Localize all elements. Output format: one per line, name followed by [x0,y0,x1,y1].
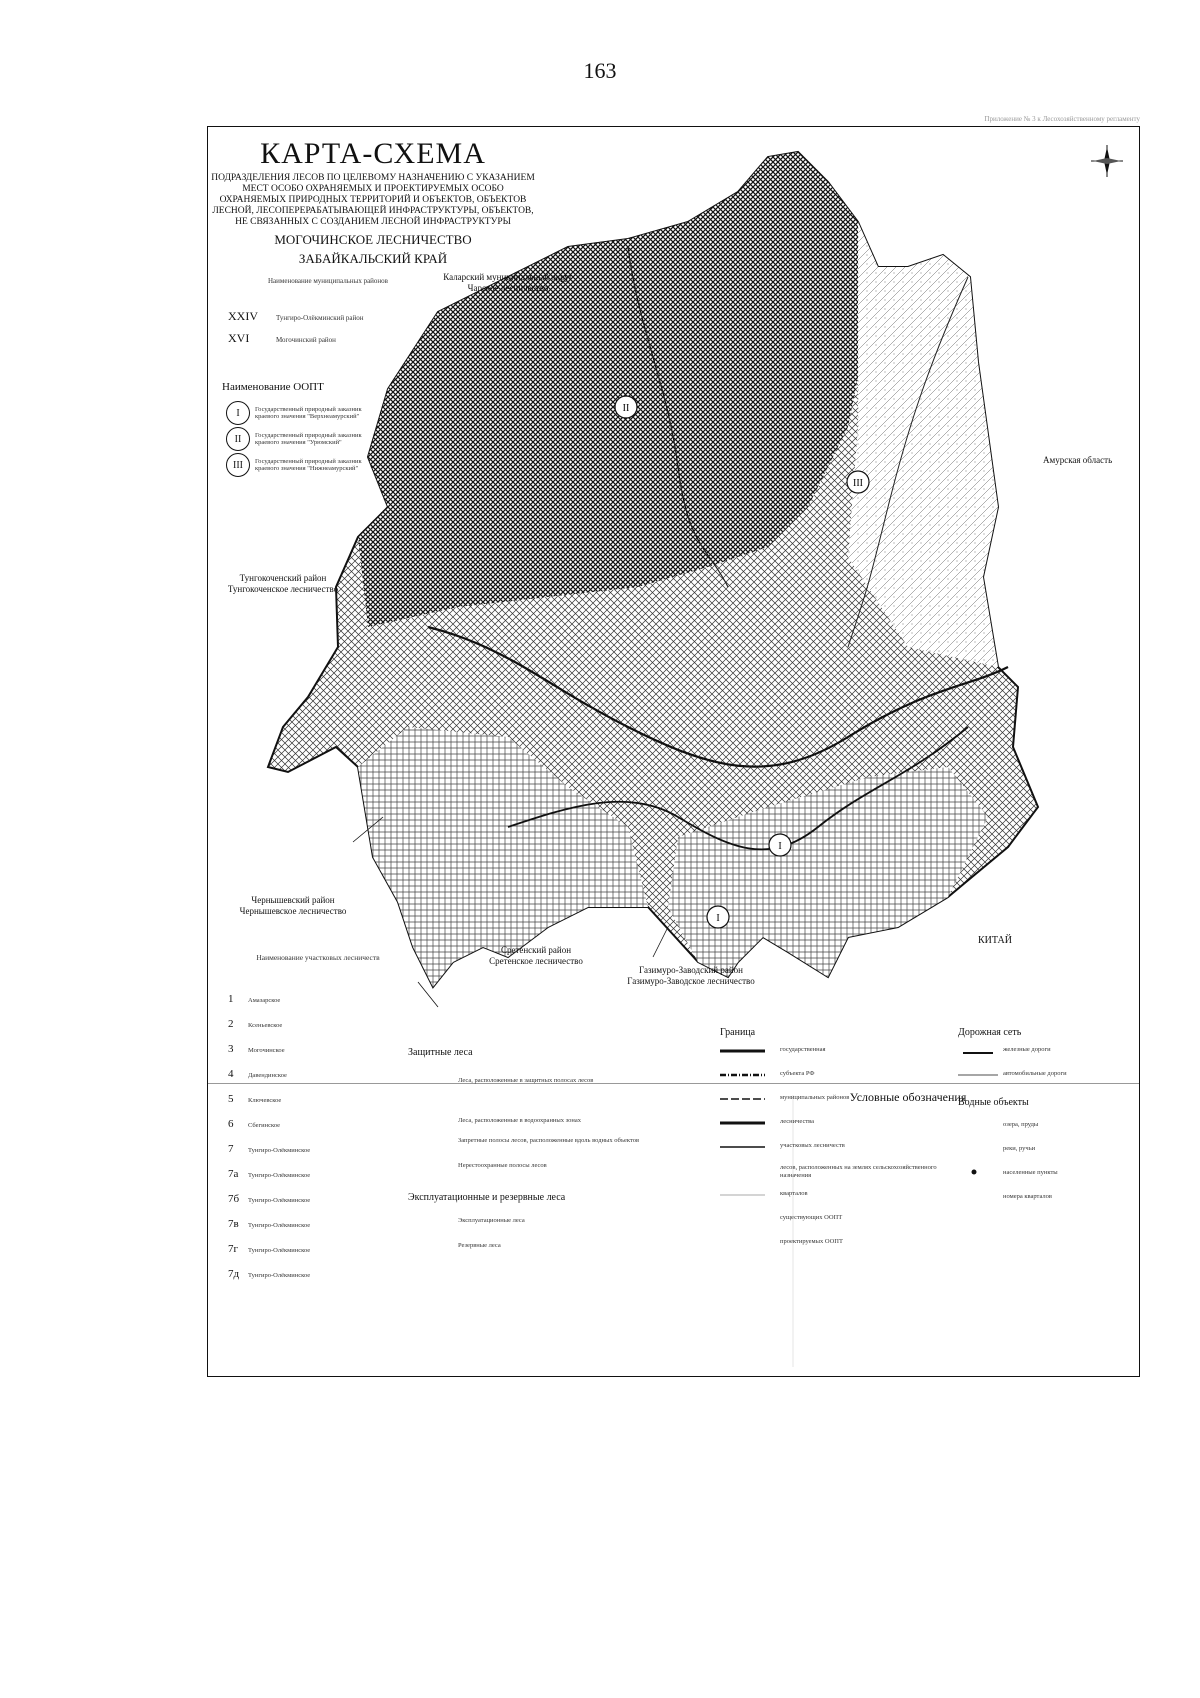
svg-text:II: II [622,403,630,414]
municipal-code: XVI [228,331,250,345]
region-name: ЗАБАЙКАЛЬСКИЙ КРАЙ [298,251,448,266]
map-title-block [208,137,538,266]
municipal-item [228,309,363,324]
oopt-item [226,401,375,425]
uchastkovye-item: 2 Ксеньевское [228,1018,283,1030]
label-tungokochen: Тунгокоченский район Тунгокоченское лесничество [227,573,339,594]
legend-border-item: субъекта РФ [780,1070,815,1077]
legend-border-item: лесничества [780,1118,815,1125]
uchastkovye-item: 4 Давендинское [228,1068,287,1080]
legend-water-item: озера, пруды [1003,1121,1039,1128]
oopt-item [226,453,375,477]
uchastkovye-item: 7в Тунгиро-Олёкминское [228,1218,311,1230]
legend-border-symbols [720,1049,765,1249]
legend-border-item: участковых лесничеств [780,1142,845,1149]
legend-exploitation-item: Резервные леса [458,1242,501,1249]
oopt-marker-1a [769,834,791,856]
legend-title: Условные обозначения [849,1090,967,1104]
label-chernyshevsk: Чернышевский район Чернышевское лесничество [239,895,347,916]
legend-exploitation-item: Эксплуатационные леса [458,1217,525,1224]
oopt-marker-3 [847,471,869,493]
municipal-name: Тунгиро-Олёкминский район [276,314,364,322]
legend-road-heading: Дорожная сеть [958,1027,1022,1038]
municipal-item [228,331,336,346]
legend-protective-item: Леса, расположенные в защитных полосах лесов [458,1077,594,1084]
legend-protective-item: Нерестоохранные полосы лесов [458,1162,547,1169]
oopt-item [226,427,375,451]
compass-icon [1091,145,1123,177]
svg-text:I: I [716,913,720,924]
page-number: 163 [583,58,617,83]
map-subtitle: ПОДРАЗДЕЛЕНИЯ ЛЕСОВ ПО ЦЕЛЕВОМУ НАЗНАЧЕНИЮ С УКАЗАНИЕМ МЕСТ ОСОБО ОХРАНЯЕМЫХ И ПРОЕКТИРУЕМЫХ ОСОБО ОХРАНЯЕМЫХ ПРИРОДНЫХ ТЕРРИТОРИЙ И ОБЪЕКТОВ, ОБЪЕКТОВ ЛЕСНОЙ, ЛЕСОПЕРЕРАБАТЫВАЮЩЕЙ ИНФРАСТРУКТУРЫ, ОБЪЕКТОВ, НЕ СВЯЗАННЫХ С СОЗДАНИЕМ ЛЕСНОЙ ИНФРАСТРУКТУРЫ [211,173,535,227]
uchastkovye-item: 7 Тунгиро-Олёкминское [228,1143,311,1155]
label-amur: Амурская область [1043,455,1113,465]
legend-border-heading: Граница [720,1027,756,1038]
legend-border-item: проектируемых ООПТ [780,1238,843,1245]
map-title: КАРТА-СХЕМА [260,137,486,170]
municipal-heading: Наименование муниципальных районов [268,277,388,285]
legend-water-heading: Водные объекты [958,1097,1029,1108]
legend-road-item: автомобильные дороги [1003,1070,1067,1077]
label-china: КИТАЙ [978,935,1012,946]
corner-note: Приложение № 3 к Лесохозяйственному регламенту [984,115,1140,123]
municipal-name: Могочинский район [276,336,336,344]
legend-protective-item: Запретные полосы лесов, расположенные вдоль водных объектов [458,1137,640,1144]
map-frame [207,126,1140,1377]
uchastkovye-item: 7д Тунгиро-Олёкминское [228,1268,311,1280]
oopt-name: Государственный природный заказник краевого значения "Нижнеамурский" [255,457,362,472]
oopt-heading: Наименование ООПТ [222,381,324,393]
legend-protective-heading: Защитные леса [408,1047,473,1058]
legend-border-item: существующих ООПТ [780,1214,843,1221]
label-gazimur: Газимуро-Заводский район Газимуро-Заводское лесничество [627,965,755,986]
legend-protective-item: Леса, расположенные в водоохранных зонах [458,1117,582,1124]
legend-border-item: муниципальных районов [780,1094,850,1101]
svg-text:I: I [778,841,782,852]
legend-water-item: номера кварталов [1003,1193,1052,1200]
legend-border-item: кварталов [780,1190,808,1197]
oopt-marker-2 [615,396,637,418]
legend-water-item: реки, ручьи [1003,1145,1036,1152]
svg-text:III: III [853,478,863,489]
uchastkovye-item: 6 Сбегинское [228,1118,281,1130]
oopt-number-badge: III [226,453,250,477]
oopt-number-badge: II [226,427,250,451]
legend-water-item: населенные пункты [1003,1169,1058,1176]
uchastkovye-item: 3 Могочинское [228,1043,285,1055]
legend-road-item: железные дороги [1003,1046,1051,1053]
legend-exploitation-heading: Эксплуатационные и резервные леса [408,1192,566,1203]
uchastkovye-item: 7а Тунгиро-Олёкминское [228,1168,311,1180]
forestry-name: МОГОЧИНСКОЕ ЛЕСНИЧЕСТВО [274,232,472,247]
uchastkovye-item: 5 Ключевское [228,1093,282,1105]
oopt-marker-1b [707,906,729,928]
label-sretensk: Сретенский район Сретенское лесничество [489,945,583,966]
legend-border-item: лесов, расположенных на землях сельскохозяйственного назначения [780,1164,937,1179]
legend-road-symbols [958,1049,998,1079]
oopt-number-badge: I [226,401,250,425]
uchastkovye-item: 7г Тунгиро-Олёкминское [228,1243,311,1255]
uchastkovye-item: 7б Тунгиро-Олёкминское [228,1193,311,1205]
municipal-code: XXIV [228,309,258,323]
uchastkovye-heading: Наименование участковых лесничеств [256,953,380,962]
oopt-name: Государственный природный заказник краевого значения "Урюмский" [255,431,362,446]
settlement-icon [968,1166,980,1178]
uchastkovye-item: 1 Амазарское [228,993,281,1005]
label-kalar: Каларский муниципальный округ Чарское лесничество [443,272,573,293]
legend-border-item: государственная [780,1046,826,1053]
oopt-name: Государственный природный заказник краевого значения "Верхнеамурский" [255,405,362,420]
